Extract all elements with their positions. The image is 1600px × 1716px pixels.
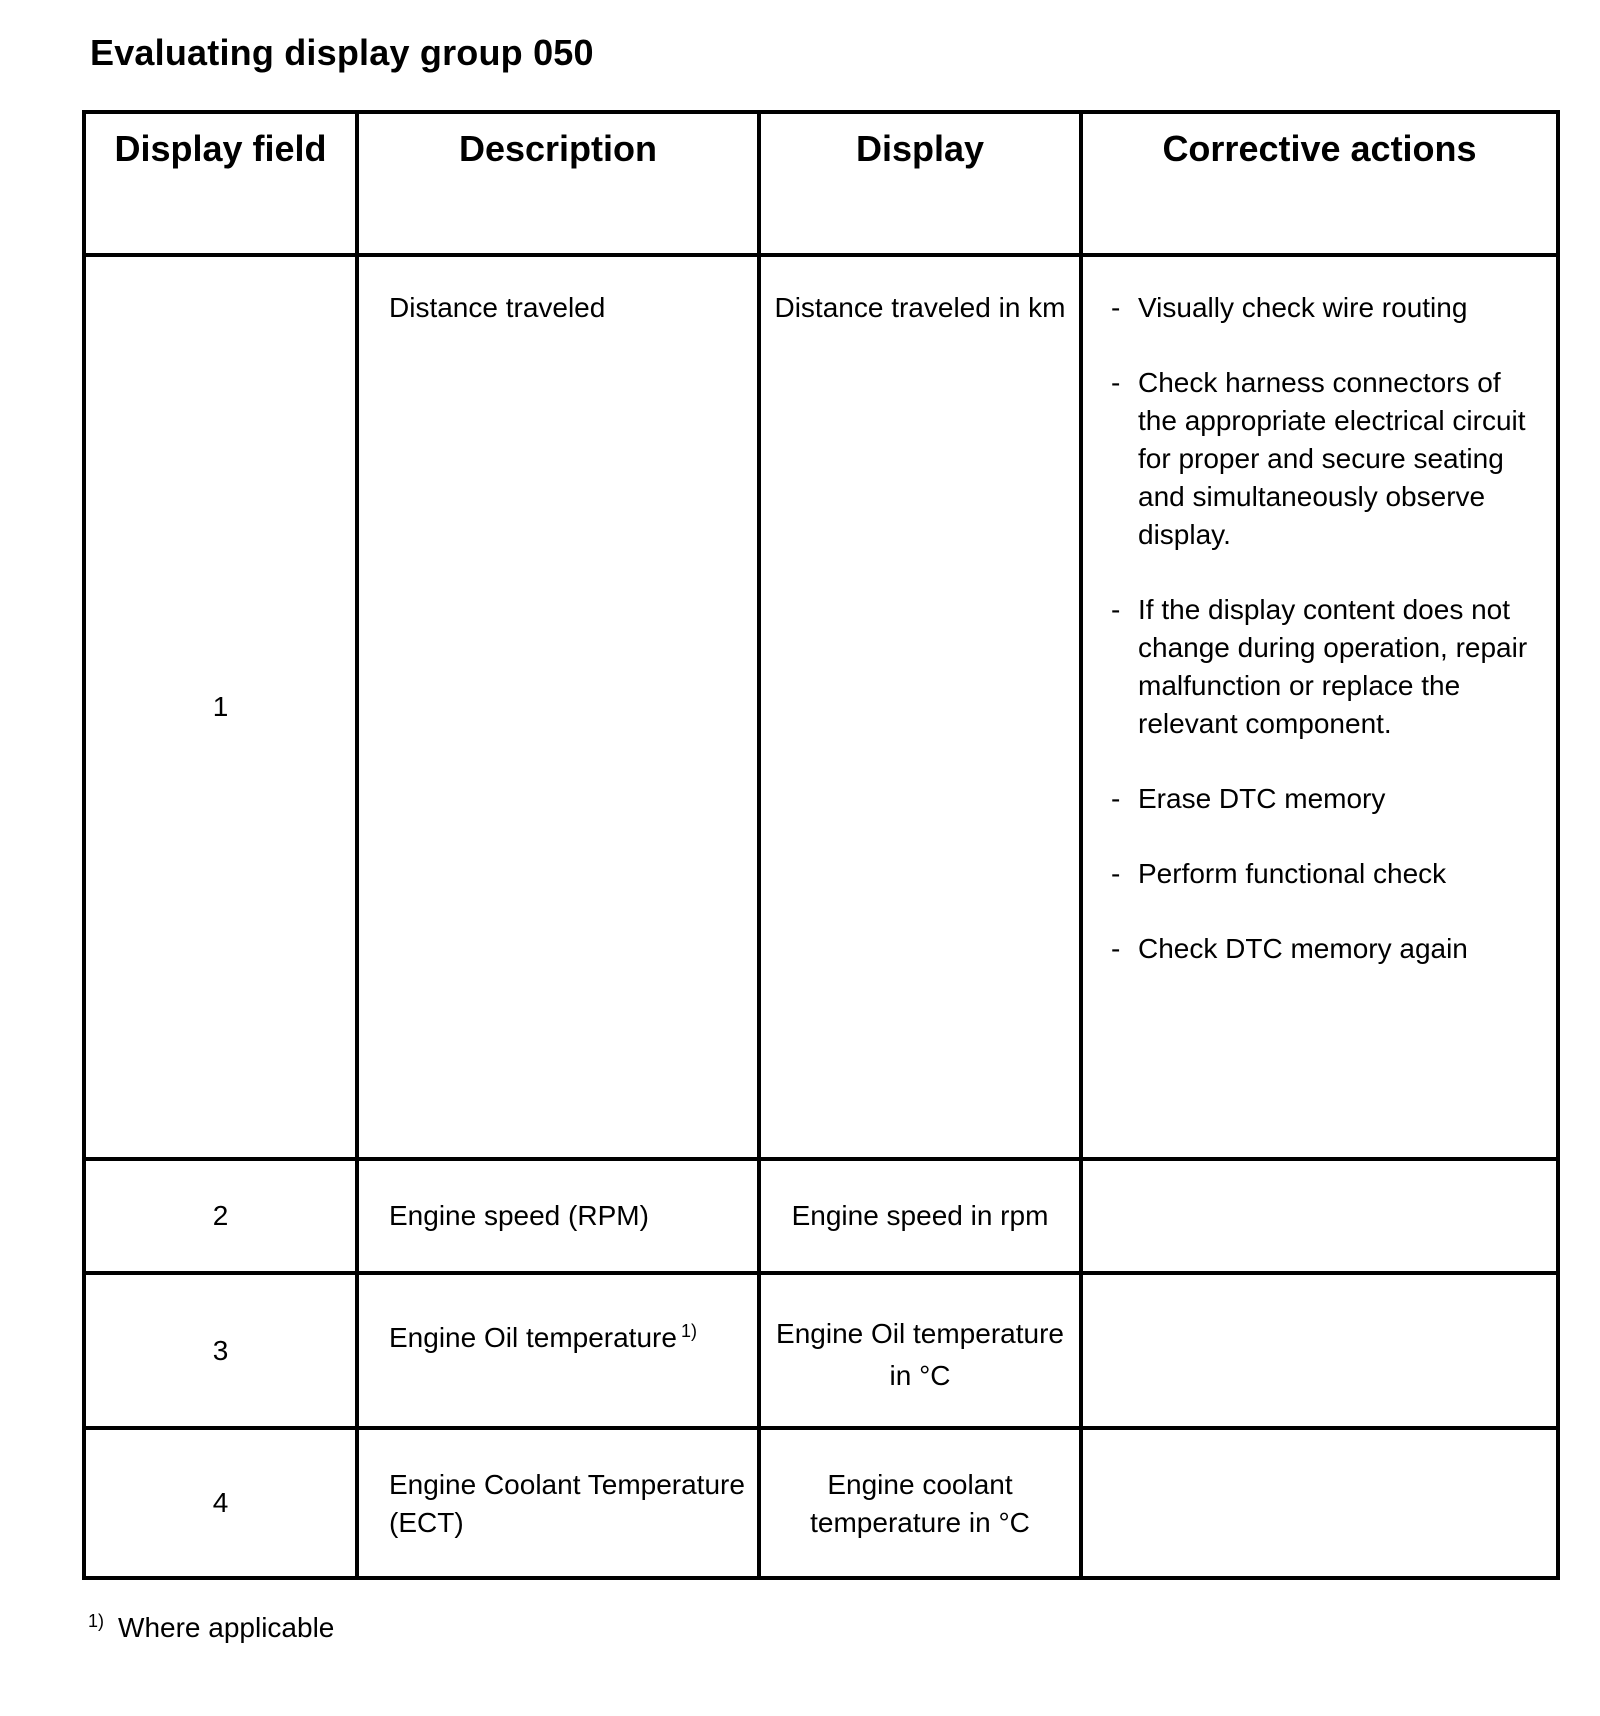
page-title: Evaluating display group 050	[90, 32, 594, 73]
action-text: Check harness connectors of the appropriate electrical circuit for proper and secure seating and simultaneously observe display.	[1138, 367, 1526, 550]
corrective-actions-list	[1111, 289, 1536, 968]
bullet-dash: -	[1111, 594, 1121, 625]
footnote-text: Where applicable	[118, 1612, 335, 1643]
action-item	[1111, 591, 1536, 743]
action-text: Perform functional check	[1138, 858, 1447, 889]
bullet-dash: -	[1111, 858, 1121, 889]
action-item	[1111, 780, 1536, 818]
display-cell: Engine Oil temperature in °C	[759, 1273, 1081, 1428]
table-row	[84, 1273, 1558, 1428]
corrective-actions-cell	[1081, 255, 1558, 1159]
footnote-marker: 1)	[680, 1320, 697, 1341]
footnote	[88, 1612, 334, 1644]
action-text: Erase DTC memory	[1138, 783, 1386, 814]
action-text: If the display content does not change during operation, repair malfunction or replace the relevant component.	[1138, 594, 1528, 739]
description-cell: Distance traveled	[357, 255, 759, 1159]
header-description: Description	[357, 112, 759, 255]
action-item	[1111, 930, 1536, 968]
bullet-dash: -	[1111, 783, 1121, 814]
corrective-actions-cell	[1081, 1428, 1558, 1578]
action-item	[1111, 364, 1536, 554]
bullet-dash: -	[1111, 367, 1121, 398]
display-group-table	[82, 110, 1560, 1580]
description-cell: Engine speed (RPM)	[357, 1159, 759, 1273]
display-field-number: 1	[84, 255, 357, 1159]
description-cell	[357, 1273, 759, 1428]
display-cell: Engine coolant temperature in °C	[759, 1428, 1081, 1578]
display-cell: Engine speed in rpm	[759, 1159, 1081, 1273]
table-header-row	[84, 112, 1558, 255]
table-row	[84, 1428, 1558, 1578]
action-text: Visually check wire routing	[1138, 292, 1468, 323]
header-display-field: Display field	[84, 112, 357, 255]
corrective-actions-cell	[1081, 1159, 1558, 1273]
action-item	[1111, 855, 1536, 893]
display-cell: Distance traveled in km	[759, 255, 1081, 1159]
description-text: Engine Oil temperature	[389, 1322, 677, 1353]
bullet-dash: -	[1111, 933, 1121, 964]
action-item	[1111, 289, 1536, 327]
footnote-marker: 1)	[88, 1610, 105, 1631]
description-cell: Engine Coolant Temperature (ECT)	[357, 1428, 759, 1578]
display-field-number: 4	[84, 1428, 357, 1578]
corrective-actions-cell	[1081, 1273, 1558, 1428]
table-row	[84, 255, 1558, 1159]
display-field-number: 2	[84, 1159, 357, 1273]
table-row	[84, 1159, 1558, 1273]
header-corrective-actions: Corrective actions	[1081, 112, 1558, 255]
bullet-dash: -	[1111, 292, 1121, 323]
action-text: Check DTC memory again	[1138, 933, 1468, 964]
display-field-number: 3	[84, 1273, 357, 1428]
header-display: Display	[759, 112, 1081, 255]
